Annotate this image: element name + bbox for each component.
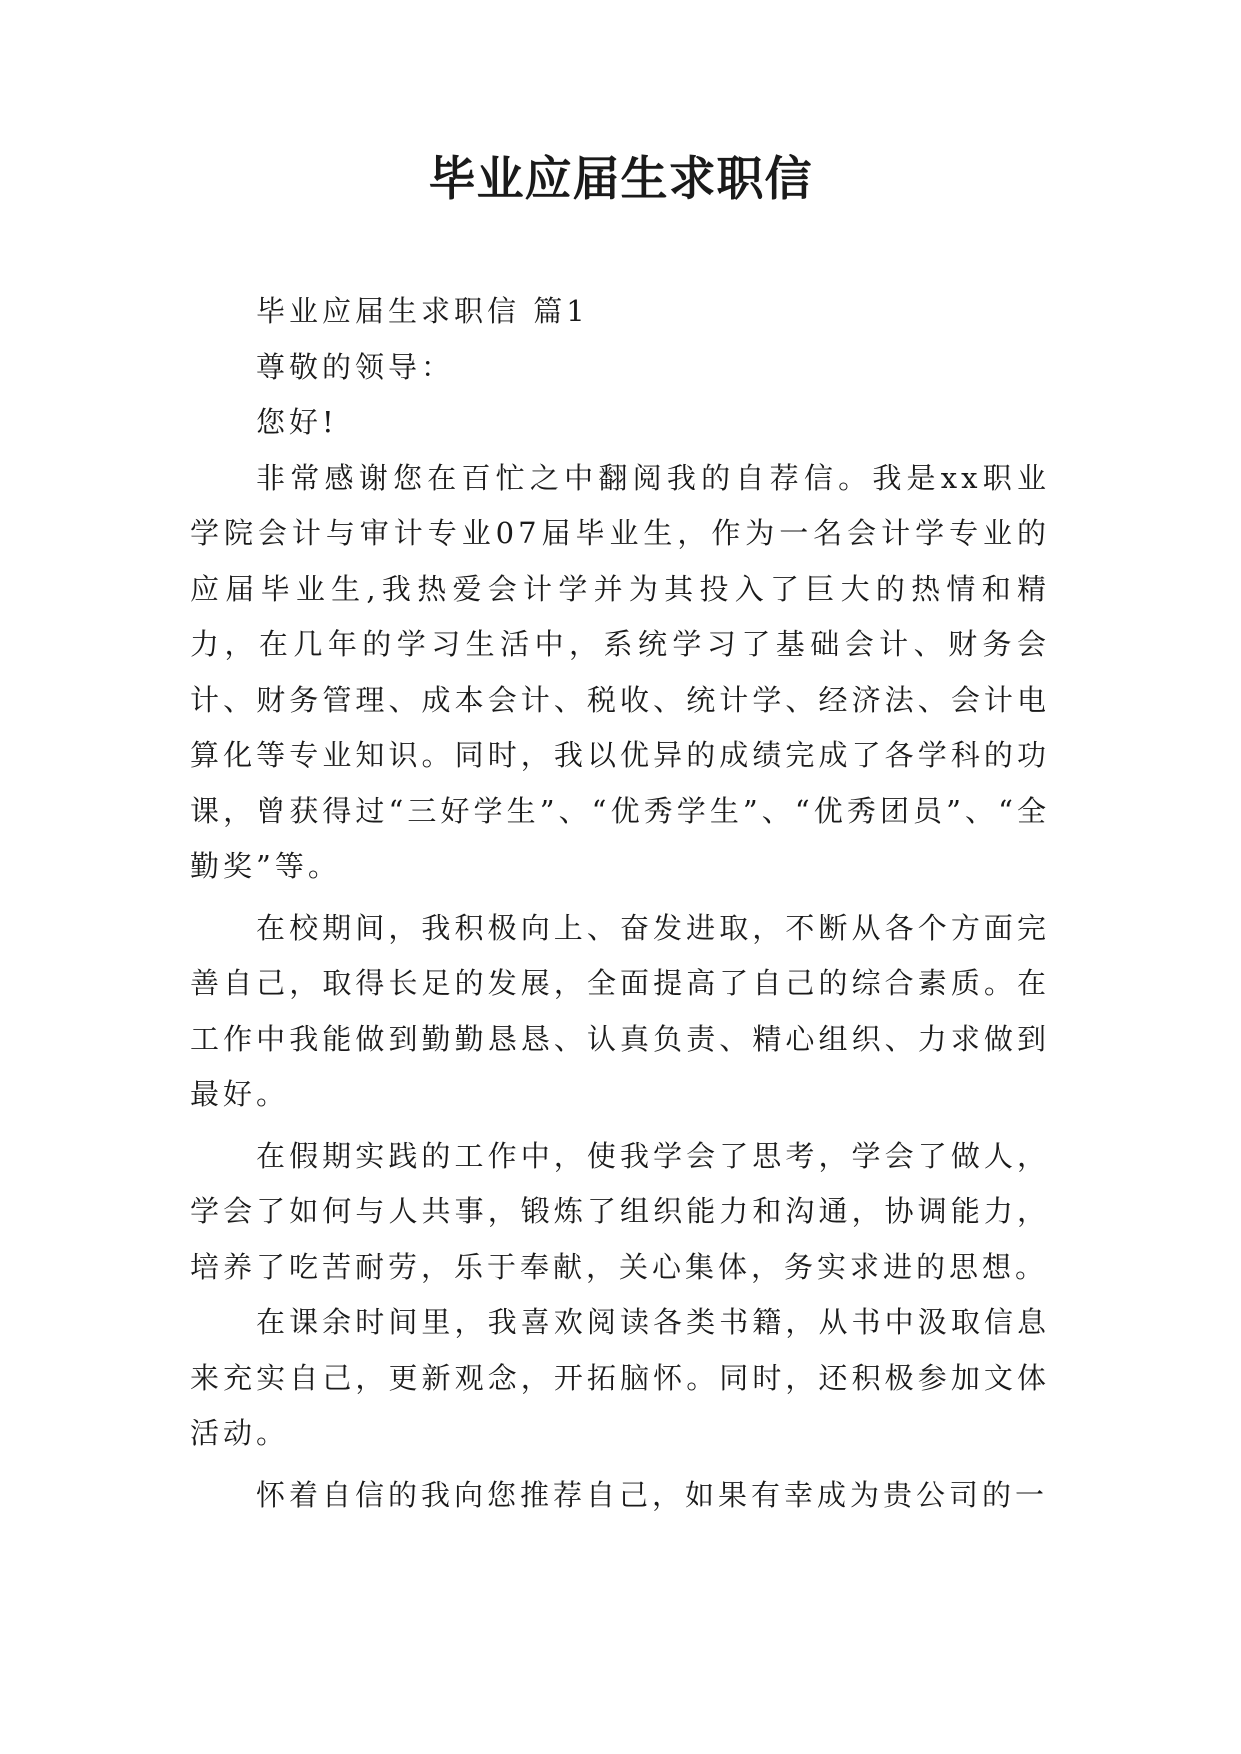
paragraph-closing: 怀着自信的我向您推荐自己，如果有幸成为贵公司的一 (256, 1477, 1049, 1512)
paragraph-spare-time: 在课余时间里，我喜欢阅读各类书籍，从书中汲取信息来充实自己，更新观念，开拓脑怀。同时，还积极参加文体活动。 (190, 1305, 1050, 1450)
document-body (190, 284, 1050, 1523)
section-heading: 毕业应届生求职信 篇1 (256, 294, 589, 328)
paragraph-school-period: 在校期间，我积极向上、奋发进取，不断从各个方面完善自己，取得长足的发展，全面提高了自己的综合素质。在工作中我能做到勤勤恳恳、认真负责、精心组织、力求做到最好。 (190, 910, 1050, 1111)
document-title: 毕业应届生求职信 (428, 152, 813, 207)
salutation: 尊敬的领导： (256, 349, 455, 384)
greeting: 您好! (256, 405, 338, 439)
paragraph-introduction: 非常感谢您在百忙之中翻阅我的自荐信。我是xx职业学院会计与审计专业07届毕业生，作为一名会计学专业的应届毕业生,我热爱会计学并为其投入了巨大的热情和精力，在几年的学习生活中，系统学习了基础会计、财务会计、财务管理、成本会计、税收、统计学、经济法、会计电算化等专业知识。同时，我以优异的成绩完成了各学科的功课，曾获得过“三好学生”、“优秀学生”、“优秀团员”、“全勤奖”等。 (190, 460, 1050, 883)
paragraph-practice: 在假期实践的工作中，使我学会了思考，学会了做人，学会了如何与人共事，锻炼了组织能力和沟通，协调能力，培养了吃苦耐劳，乐于奉献，关心集体，务实求进的思想。 (190, 1138, 1050, 1284)
